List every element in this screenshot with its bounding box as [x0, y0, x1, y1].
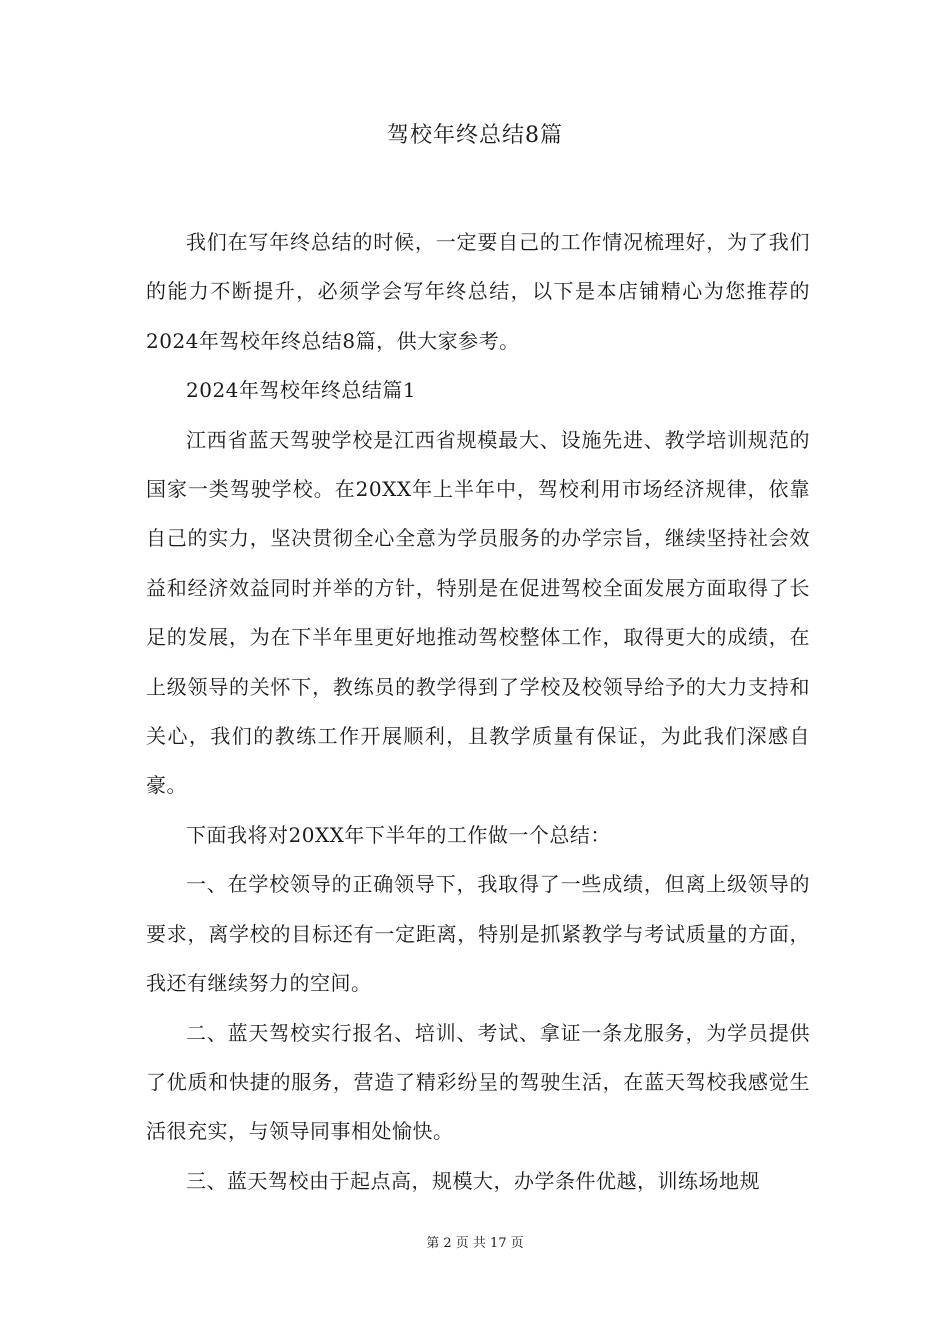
document-body — [146, 218, 810, 1206]
paragraph-point-two: 二、蓝天驾校实行报名、培训、考试、拿证一条龙服务，为学员提供了优质和快捷的服务，营造了精彩纷呈的驾驶生活，在蓝天驾校我感觉生活很充实，与领导同事相处愉快。 — [146, 1020, 810, 1144]
document-title: 驾校年终总结8篇 — [387, 123, 563, 148]
page-footer: 第 2 页 共 17 页 — [426, 1236, 524, 1251]
paragraph-point-three: 三、蓝天驾校由于起点高，规模大，办学条件优越，训练场地规 — [186, 1168, 760, 1193]
paragraph-school-overview: 江西省蓝天驾驶学校是江西省规模最大、设施先进、教学培训规范的国家一类驾驶学校。在20XX年上半年中，驾校利用市场经济规律，依靠自己的实力，坚决贯彻全心全意为学员服务的办学宗旨，继续坚持社会效益和经济效益同时并举的方针，特别是在促进驾校全面发展方面取得了长足的发展，为在下半年里更好地推动驾校整体工作，取得更大的成绩，在上级领导的关怀下，教练员的教学得到了学校及校领导给予的大力支持和关心，我们的教练工作开展顺利，且教学质量有保证，为此我们深感自豪。 — [146, 427, 810, 798]
paragraph-intro: 我们在写年终总结的时候，一定要自己的工作情况梳理好，为了我们的能力不断提升，必须学会写年终总结，以下是本店铺精心为您推荐的2024年驾校年终总结8篇，供大家参考。 — [146, 230, 810, 353]
paragraph-point-one: 一、在学校领导的正确领导下，我取得了一些成绩，但离上级领导的要求，离学校的目标还有一定距离，特别是抓紧教学与考试质量的方面，我还有继续努力的空间。 — [146, 872, 810, 996]
section-heading: 2024年驾校年终总结篇1 — [186, 378, 417, 403]
paragraph-summary-intro: 下面我将对20XX年下半年的工作做一个总结： — [186, 822, 611, 847]
